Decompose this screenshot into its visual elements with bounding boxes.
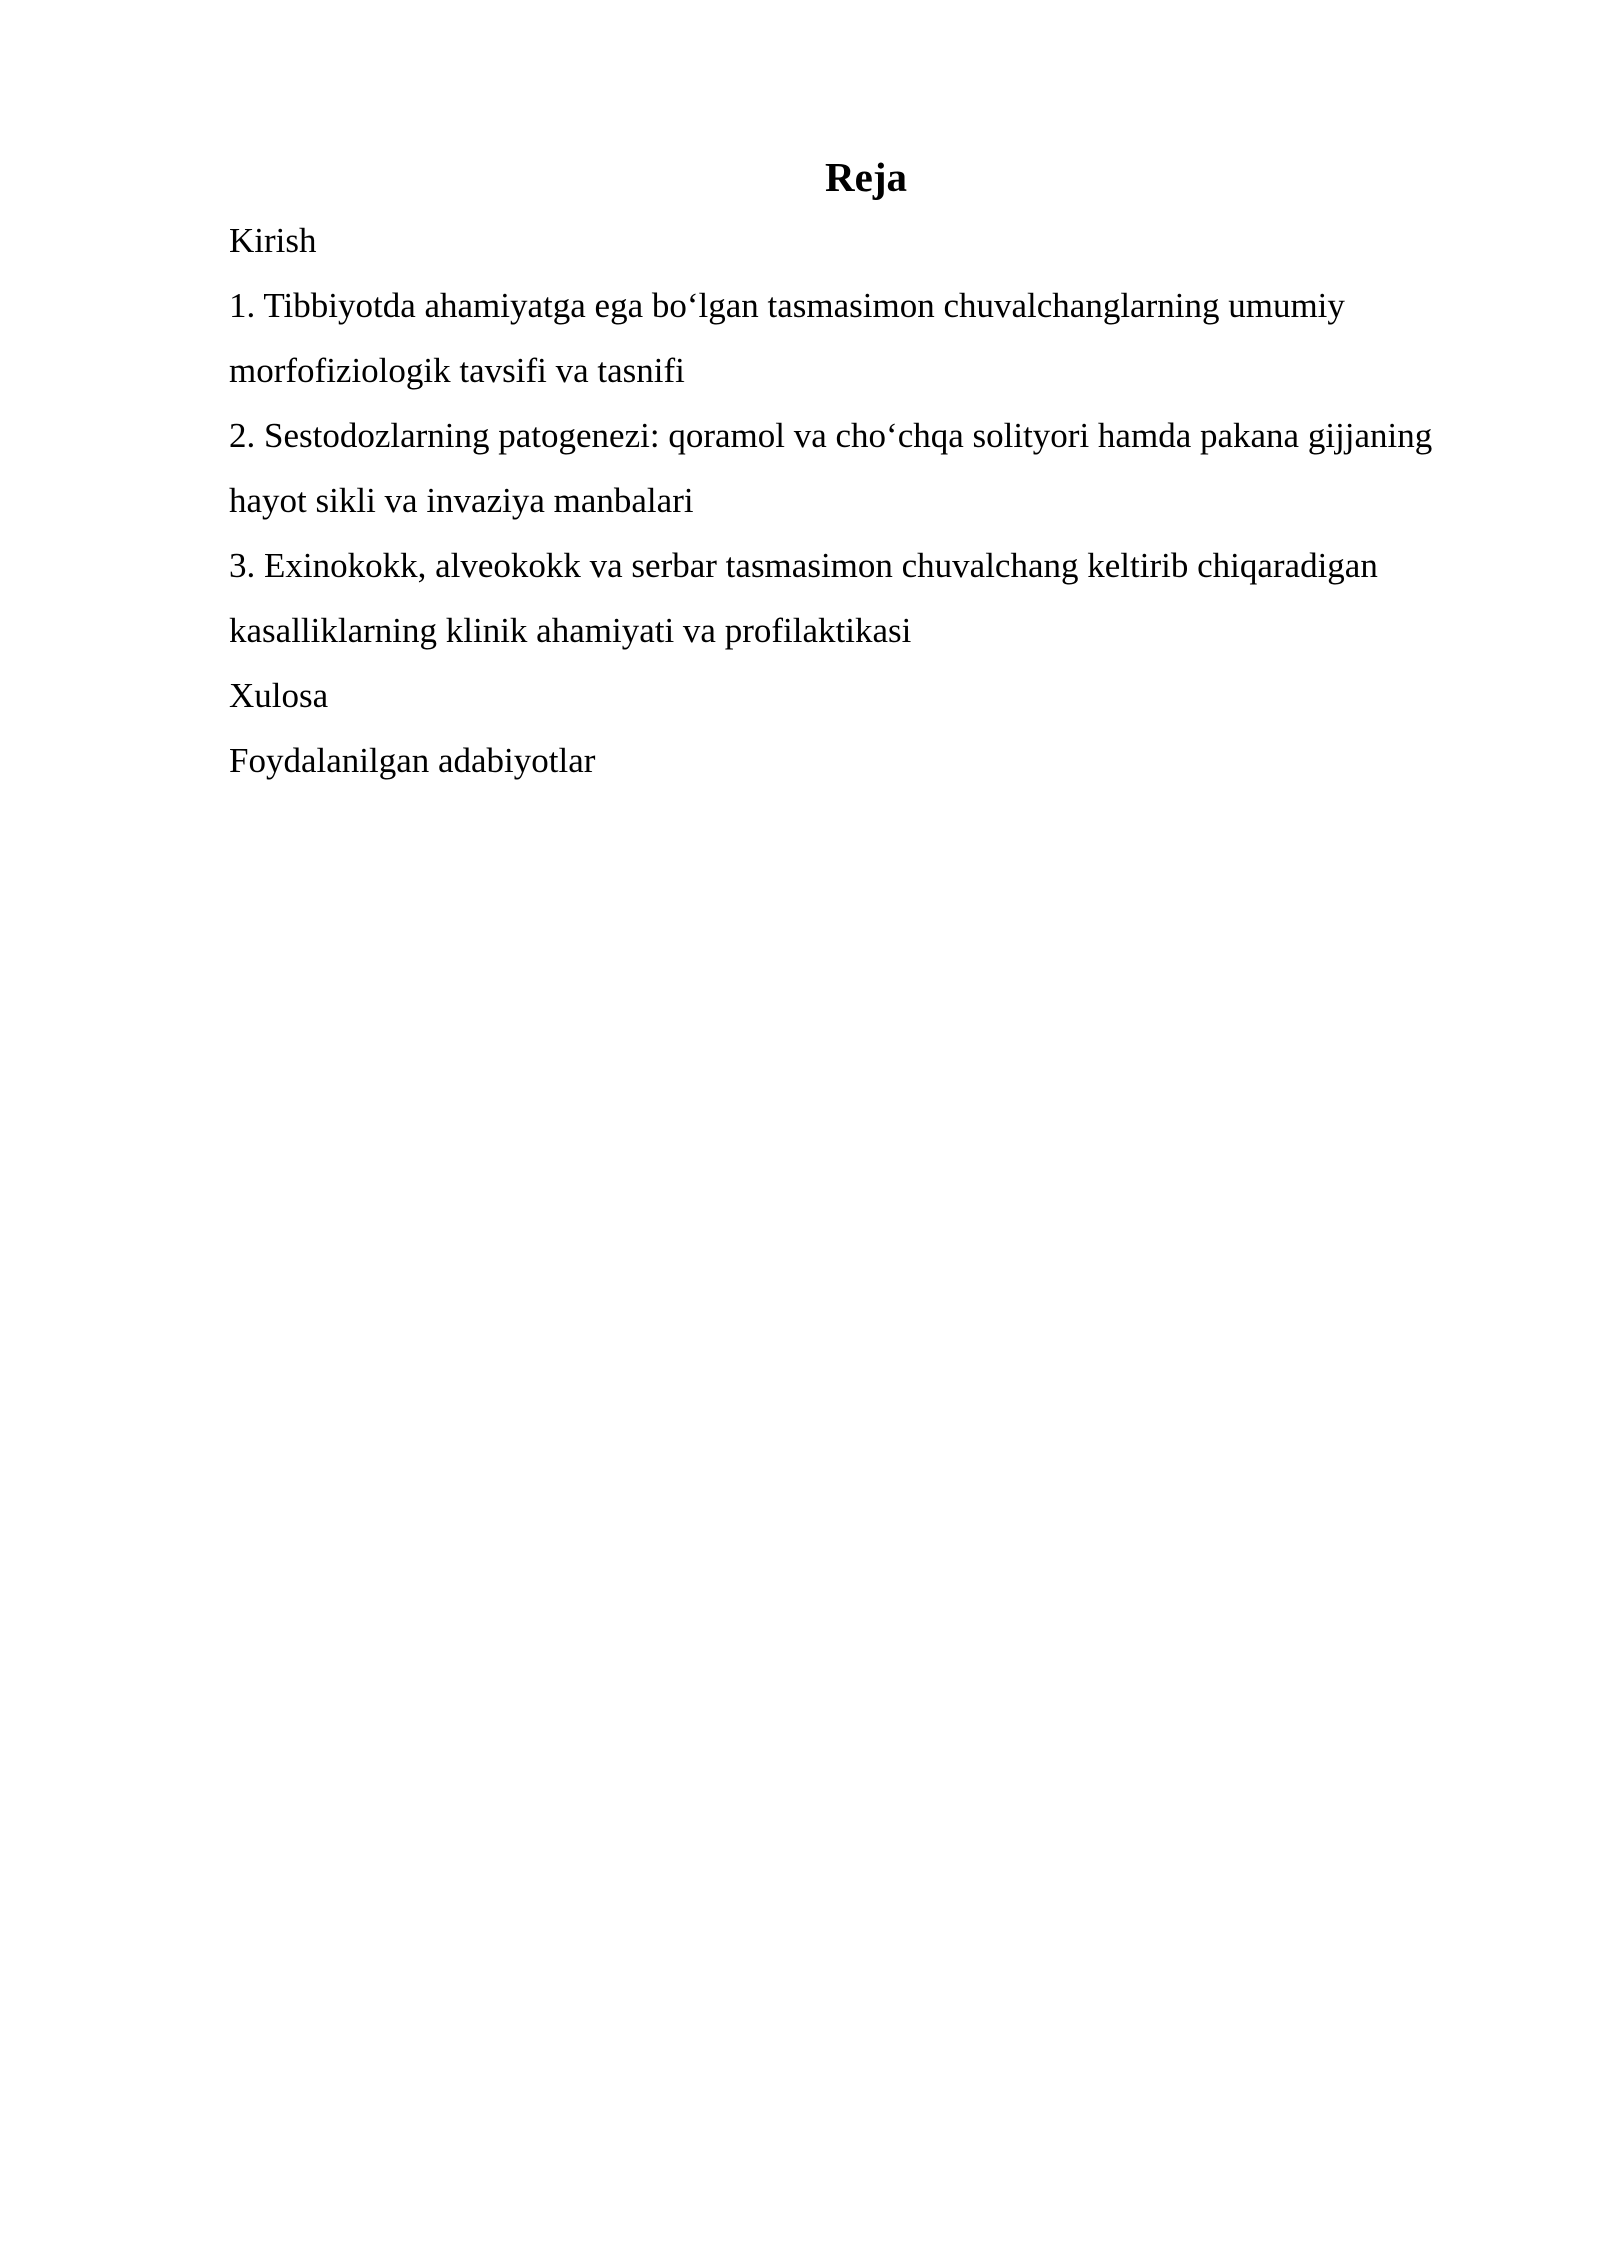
plan-item-chapter-2: 2. Sestodozlarning patogenezi: qoramol va cho‘chqa solityori hamda pakana gijjaning hayot sikli va invaziya manbalari bbox=[229, 416, 1433, 520]
plan-item-introduction: Kirish bbox=[229, 221, 317, 260]
page-title: Reja bbox=[825, 154, 907, 200]
plan-item-chapter-1: 1. Tibbiyotda ahamiyatga ega bo‘lgan tasmasimon chuvalchanglarning umumiy morfofiziologik tavsifi va tasnifi bbox=[229, 286, 1345, 390]
plan-item-references: Foydalanilgan adabiyotlar bbox=[229, 741, 596, 780]
plan-item-chapter-3: 3. Exinokokk, alveokokk va serbar tasmasimon chuvalchang keltirib chiqaradigan kasalliklarning klinik ahamiyati va profilaktikasi bbox=[229, 546, 1378, 650]
plan-list bbox=[229, 208, 1469, 793]
plan-item-conclusion: Xulosa bbox=[229, 676, 329, 715]
document-content bbox=[229, 148, 1469, 793]
